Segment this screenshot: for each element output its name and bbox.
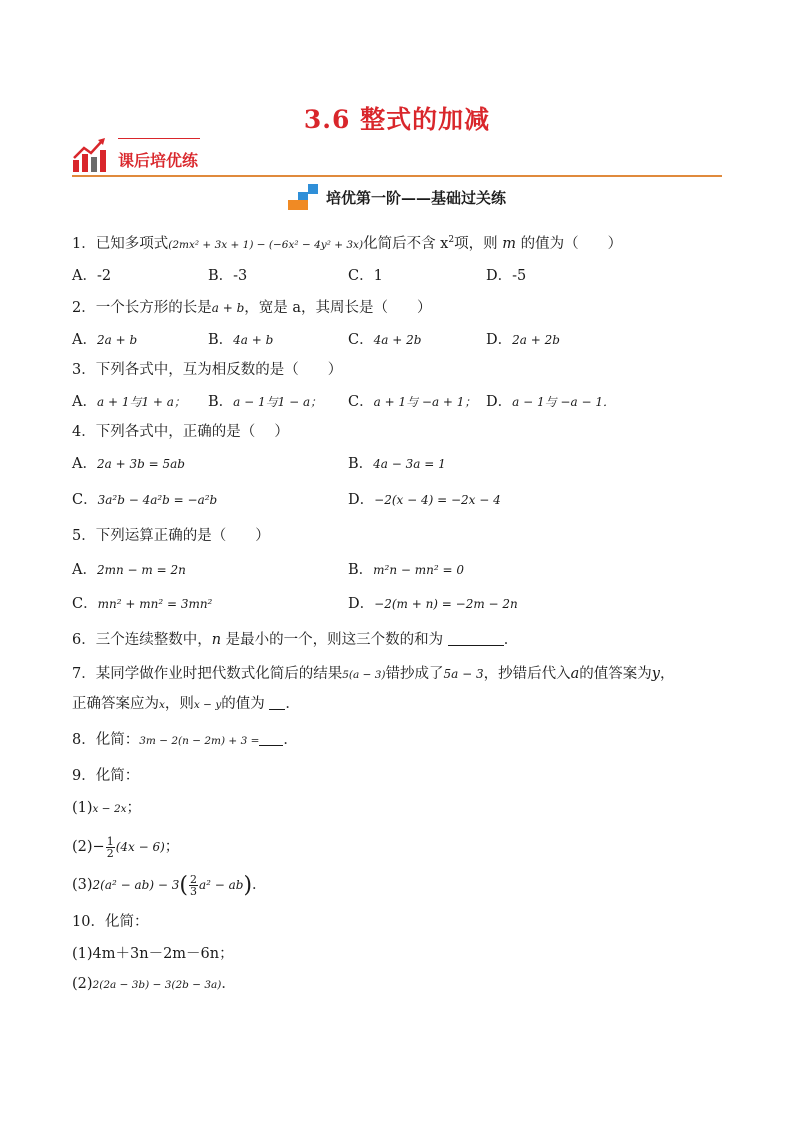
question-2: [72, 298, 432, 318]
q9-part-3-denominator: 3: [189, 884, 197, 898]
q7-text-line2-end: ．: [285, 696, 300, 712]
q5-option-a-expr: 2mn − m = 2n: [96, 563, 186, 577]
q9-part-1-label: (1): [72, 800, 93, 816]
q4-option-a-expr: 2a + 3b = 5ab: [96, 457, 185, 471]
q3-option-c-expr: a + 1与 −a + 1；: [373, 395, 477, 409]
q9-part-2-numerator: 1: [106, 834, 114, 848]
q3-option-c[interactable]: [348, 392, 476, 412]
q5-option-d-label: D．: [348, 596, 375, 612]
q2-option-b[interactable]: [208, 330, 273, 350]
q4-option-c-label: C．: [72, 492, 98, 508]
q8-text-end: ．: [283, 732, 298, 748]
q1-expression: (2mx² + 3x + 1) − (−6x² − 4y² + 3x): [168, 238, 364, 251]
q9-part-2-label: (2): [72, 839, 93, 855]
q1-variable: m: [502, 235, 516, 252]
section-label: 课后培优练: [118, 151, 199, 170]
q7-text-post2: 的值答案为: [579, 666, 652, 682]
q2-option-a-expr: 2a + b: [96, 333, 138, 347]
q4-option-c-expr: 3a²b − 4a²b = −a²b: [97, 493, 218, 507]
q2-option-d-expr: 2a + 2b: [512, 333, 560, 347]
q7-text-line2-mid: ，则: [164, 696, 194, 712]
q4-option-d-expr: −2(x − 4) = −2x − 4: [374, 493, 501, 507]
q3-option-b-label: B．: [208, 394, 234, 410]
rising-chart-icon: [72, 136, 108, 174]
header-bottom-rule: [72, 175, 722, 177]
q5-option-a-label: A．: [72, 562, 97, 578]
q1-option-a[interactable]: A．-2: [72, 268, 112, 284]
question-10-part-1: (1)4m＋3n－2m－6n；: [72, 946, 234, 962]
q2-expression: a + b: [211, 301, 245, 315]
q2-option-d[interactable]: [486, 330, 560, 350]
q9-part-3-numerator: 2: [189, 872, 197, 886]
q6-text: 6．三个连续整数中，: [72, 632, 212, 648]
q6-answer-blank[interactable]: [448, 631, 504, 646]
q8-expression: 3m − 2(n − 2m) + 3 =: [139, 735, 260, 747]
question-3: 3．下列各式中，互为相反数的是（ ）: [72, 362, 343, 378]
q9-part-2-expr: (4x − 6): [115, 840, 165, 854]
q7-variable-y: y: [651, 666, 660, 682]
subsection-label: 培优第一阶——基础过关练: [325, 188, 506, 207]
q9-part-1-end: ；: [126, 800, 142, 816]
q4-options-row2: [72, 490, 722, 510]
q2-option-a-label: A．: [72, 332, 97, 348]
question-9-part-3: (3)2(a² − ab) − 3( $\frac{2}{3}$ a² − ab)．: [72, 872, 267, 898]
q4-option-c[interactable]: [72, 490, 217, 510]
question-7-line-2: [72, 694, 300, 715]
q4-option-d-label: D．: [348, 492, 375, 508]
question-10: 10．化简：: [72, 914, 149, 930]
section-header: [72, 134, 722, 176]
q2-option-c-expr: 4a + 2b: [373, 333, 422, 347]
q3-option-b[interactable]: [208, 392, 322, 412]
question-7-line-1: [72, 664, 675, 685]
q1-option-c[interactable]: C．1: [348, 268, 383, 284]
q1-option-d[interactable]: D．-5: [486, 268, 527, 284]
q9-part-2-fraction: [106, 836, 115, 859]
question-9-part-2: [72, 832, 179, 862]
q1-option-b[interactable]: B．-3: [208, 268, 248, 284]
q9-part-2-denominator: 2: [106, 846, 114, 860]
q3-option-a-expr: a + 1与1 + a；: [96, 395, 186, 409]
q5-option-b-expr: m²n − mn² = 0: [373, 563, 464, 577]
q7-text-end: ，: [660, 666, 675, 682]
q4-option-b-label: B．: [348, 456, 374, 472]
q7-answer-blank[interactable]: [269, 695, 285, 710]
q3-option-c-label: C．: [348, 394, 374, 410]
q5-option-a[interactable]: [72, 560, 186, 580]
q4-option-b-expr: 4a − 3a = 1: [373, 457, 446, 471]
header-top-rule: [118, 138, 200, 139]
question-1: 1．已知多项式(2mx² + 3x + 1) − (−6x² − 4y² + 3x)化简后不含 $x^2$项，则 m 的值为（ ）: [72, 235, 623, 252]
question-6: [72, 630, 518, 650]
q6-text-post: 是最小的一个，则这三个数的和为: [221, 632, 448, 648]
q5-option-c[interactable]: [72, 594, 212, 614]
q5-option-d-expr: −2(m + n) = −2m − 2n: [374, 597, 518, 611]
q2-text-mid: ，宽是 a，其周长是（ ）: [244, 300, 432, 316]
q3-option-d-label: D．: [486, 394, 513, 410]
q5-options-row1: [72, 560, 722, 580]
page-title: 3.6 整式的加减: [303, 105, 491, 134]
q7-text-mid: 错抄成了: [385, 666, 444, 682]
q6-text-end: ．: [503, 632, 519, 648]
q4-option-a[interactable]: [72, 454, 185, 474]
q7-text-line2: 正确答案应为: [72, 696, 159, 712]
q10-part-2-expr: 2(2a − 3b) − 3(2b − 3a): [92, 979, 222, 991]
q2-option-b-expr: 4a + b: [233, 333, 274, 347]
q7-variable-a: a: [570, 666, 580, 682]
q7-text-post: ，抄错后代入: [483, 666, 571, 682]
q1-options: [72, 266, 722, 286]
stairs-icon: [288, 184, 318, 210]
q1-text-end: 的值为（ ）: [515, 235, 623, 252]
q2-option-b-label: B．: [208, 332, 234, 348]
q9-part-2-end: ；: [164, 839, 180, 855]
q5-option-c-label: C．: [72, 596, 98, 612]
question-4: 4．下列各式中，正确的是（ ）: [72, 424, 289, 440]
q9-part-3-expr-a: 2(a² − ab) − 3: [92, 878, 180, 892]
q1-text: 1．已知多项式: [72, 235, 169, 252]
q2-option-d-label: D．: [486, 332, 513, 348]
q10-part-2-label: (2): [72, 976, 93, 992]
q3-option-b-expr: a − 1与1 − a；: [233, 395, 323, 409]
q3-option-d-expr: a − 1与 −a − 1．: [512, 395, 615, 409]
q7-variable-x: x: [159, 699, 165, 711]
q3-option-d[interactable]: [486, 392, 615, 412]
q5-option-c-expr: mn² + mn² = 3mn²: [97, 597, 213, 611]
q2-text: 2．一个长方形的长是: [72, 300, 212, 316]
subsection-header: [0, 184, 794, 214]
q2-option-c[interactable]: [348, 330, 421, 350]
q9-part-3-end: ．: [252, 877, 267, 893]
q2-option-a[interactable]: [72, 330, 137, 350]
q7-expression-1: 5(a − 3): [342, 669, 386, 681]
q4-option-b[interactable]: [348, 454, 446, 474]
q1-text-mid: 化简后不含 x: [363, 235, 449, 252]
q5-option-d[interactable]: [348, 594, 518, 614]
q9-part-3-fraction: [189, 874, 198, 897]
q7-expression-2: 5a − 3: [443, 667, 484, 681]
q4-option-d[interactable]: [348, 490, 501, 510]
q6-variable: n: [211, 632, 222, 648]
q5-option-b-label: B．: [348, 562, 374, 578]
q7-text-line2-post: 的值为: [221, 696, 270, 712]
q7-expression-3: x − y: [193, 699, 222, 711]
q3-options: [72, 392, 722, 412]
q3-option-a[interactable]: [72, 392, 186, 412]
q2-options: [72, 330, 722, 350]
q9-part-3-expr-b: a² − ab: [198, 878, 244, 892]
q5-options-row2: [72, 594, 722, 614]
q4-options-row1: [72, 454, 722, 474]
q8-answer-blank[interactable]: [259, 731, 283, 746]
question-9: 9．化简：: [72, 768, 140, 784]
q9-part-3-label: (3): [72, 877, 93, 893]
q8-text: 8．化简：: [72, 732, 140, 748]
q3-option-a-label: A．: [72, 394, 97, 410]
q9-part-1-expr: x − 2x: [92, 803, 127, 815]
q5-option-b[interactable]: [348, 560, 464, 580]
question-8: [72, 730, 298, 751]
q1-text-post: 项，则: [454, 235, 503, 252]
question-5: 5．下列运算正确的是（ ）: [72, 528, 270, 544]
question-9-part-1: [72, 798, 141, 819]
question-10-part-2: [72, 974, 236, 995]
q2-option-c-label: C．: [348, 332, 374, 348]
q10-part-2-end: ．: [221, 976, 236, 992]
q4-option-a-label: A．: [72, 456, 97, 472]
q9-part-2-neg: −: [92, 839, 105, 855]
q7-text: 7．某同学做作业时把代数式化简后的结果: [72, 666, 343, 682]
